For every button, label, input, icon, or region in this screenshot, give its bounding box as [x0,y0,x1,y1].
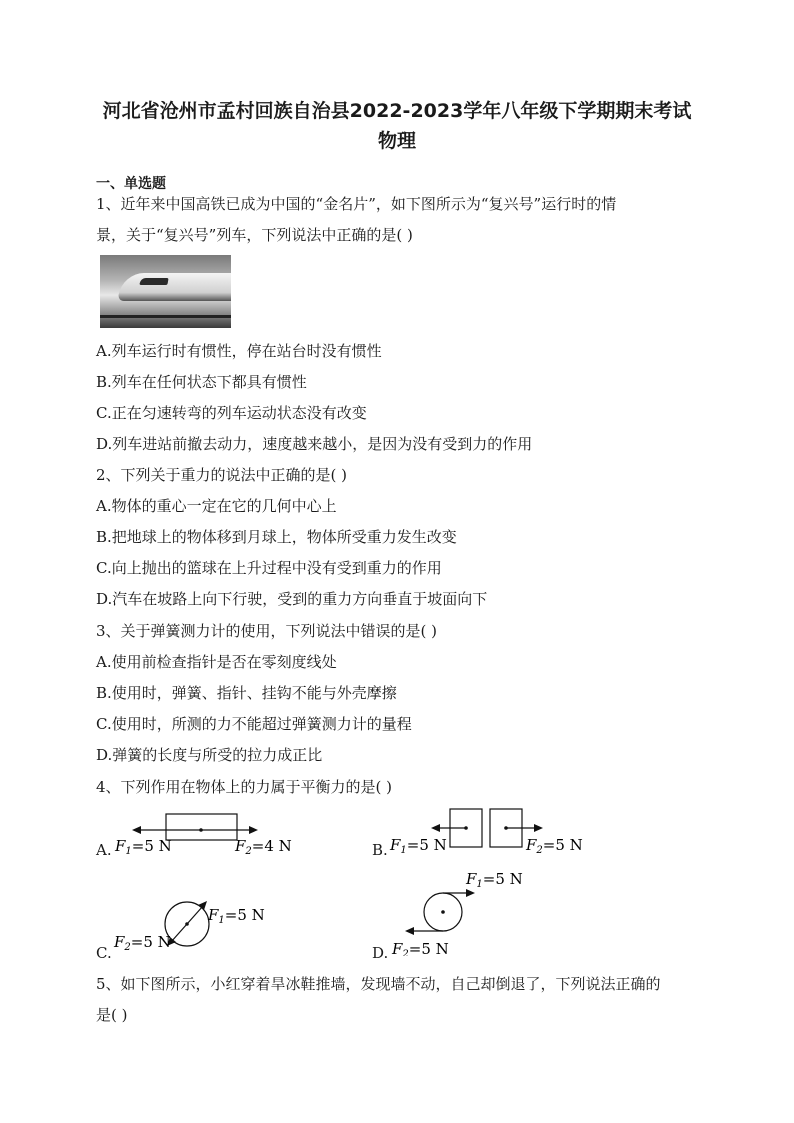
question-4-option-a: A. [96,841,112,859]
figure-c-f2-label: $F_2=5$ N [114,933,171,953]
page-title: 河北省沧州市孟村回族自治县2022-2023学年八年级下学期期末考试 [102,100,692,122]
question-5-stem-cont: 是( ) [96,1006,128,1024]
question-5-stem: 5、如下图所示，小红穿着旱冰鞋推墙，发现墙不动，自己却倒退了，下列说法正确的 [96,975,661,993]
figure-b-f2-label: $F_2=5$ N [526,836,583,856]
figure-b-diagram [386,806,586,858]
page-subtitle: 物理 [377,130,416,152]
question-4-stem: 4、下列作用在物体上的力属于平衡力的是( ) [96,778,393,796]
question-1-option-d: D.列车进站前撤去动力，速度越来越小，是因为没有受到力的作用 [96,435,533,453]
question-4-option-c: C. [96,944,112,962]
question-2-option-d: D.汽车在坡路上向下行驶，受到的重力方向垂直于坡面向下 [96,590,488,608]
train-photo [100,255,231,328]
figure-a-f1-label: $F_1=5$ N [115,837,172,857]
question-2-option-c: C.向上抛出的篮球在上升过程中没有受到重力的作用 [96,559,442,577]
question-1-stem-cont: 景，关于“复兴号”列车，下列说法中正确的是( ) [96,226,413,244]
figure-c-f1-label: $F_1=5$ N [208,906,265,926]
question-1-option-c: C.正在匀速转弯的列车运动状态没有改变 [96,404,367,422]
figure-c-diagram [110,890,280,956]
question-4-option-b: B. [372,841,388,859]
figure-a-f2-label: $F_2=4$ N [235,837,292,857]
question-3-option-b: B.使用时，弹簧、指针、挂钩不能与外壳摩擦 [96,684,397,702]
question-1-option-b: B.列车在任何状态下都具有惯性 [96,373,307,391]
question-3-option-c: C.使用时，所测的力不能超过弹簧测力计的量程 [96,715,412,733]
figure-a-diagram [110,808,300,858]
question-1-option-a: A.列车运行时有惯性，停在站台时没有惯性 [96,342,382,360]
figure-d-f2-label: $F_2=5$ N [392,940,449,956]
figure-d-diagram [386,866,566,956]
question-4-option-d: D. [372,944,389,962]
question-3-option-d: D.弹簧的长度与所受的拉力成正比 [96,746,323,764]
figure-b-f1-label: $F_1=5$ N [390,836,447,856]
section-heading: 一、单选题 [96,176,166,192]
question-3-stem: 3、关于弹簧测力计的使用，下列说法中错误的是( ) [96,622,438,640]
question-2-stem: 2、下列关于重力的说法中正确的是( ) [96,466,348,484]
question-2-option-a: A.物体的重心一定在它的几何中心上 [96,497,337,515]
question-3-option-a: A.使用前检查指针是否在零刻度线处 [96,653,337,671]
question-2-option-b: B.把地球上的物体移到月球上，物体所受重力发生改变 [96,528,457,546]
question-1-stem: 1、近年来中国高铁已成为中国的“金名片”，如下图所示为“复兴号”运行时的情 [96,195,617,213]
figure-d-f1-label: $F_1=5$ N [466,870,523,890]
